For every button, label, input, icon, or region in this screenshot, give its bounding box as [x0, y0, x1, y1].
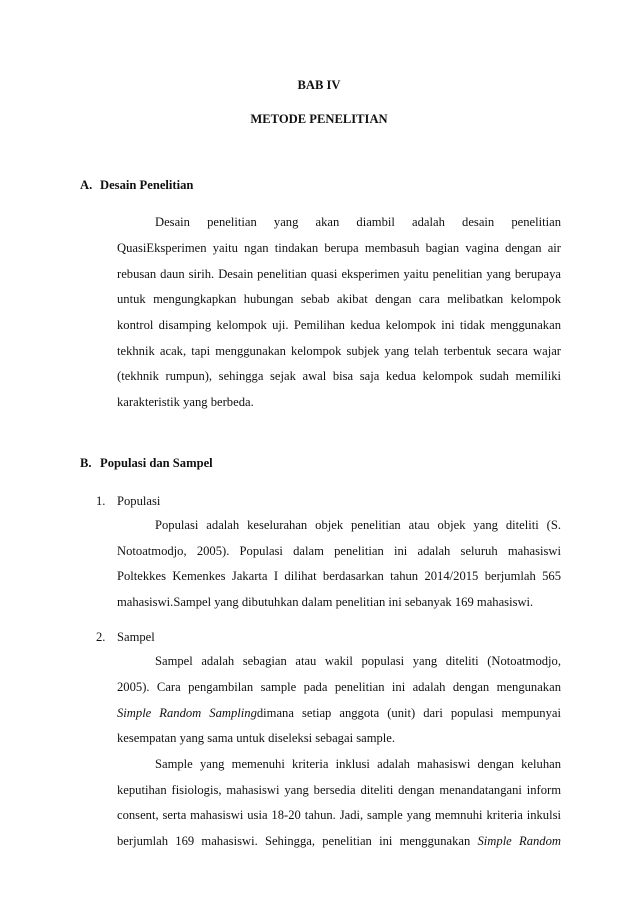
italic-term: Simple Random Sampling [117, 706, 257, 720]
subsection-populasi-title: Populasi [117, 494, 161, 508]
paragraph-line: mahasiswi.Sampel yang dibutuhkan dalam penelitian ini sebanyak 169 mahasiswi. [117, 595, 534, 609]
paragraph-line: kesempatan yang sama untuk diseleksi sebagai sample. [117, 731, 396, 745]
subsection-sampel-heading [96, 630, 155, 645]
paragraph-line: tekhnik acak, tapi menggunakan kelompok subjek yang telah terbentuk secara wajar [117, 344, 561, 358]
paragraph-line [117, 831, 561, 851]
chapter-title: BAB IV [297, 78, 341, 92]
paragraph-line: Sample yang memenuhi kriteria inklusi adalah mahasiswi dengan keluhan [155, 757, 561, 771]
section-a-number: A. [80, 178, 93, 192]
section-a-title: Desain Penelitian [100, 178, 194, 192]
section-b-number: B. [80, 456, 92, 470]
section-a-heading [80, 178, 193, 193]
paragraph-line: Sampel adalah sebagian atau wakil populasi yang diteliti (Notoatmodjo, [155, 654, 561, 668]
paragraph-line: keputihan fisiologis, mahasiswi yang bersedia diteliti dengan menandatangani inform [117, 783, 561, 797]
subsection-sampel-number: 2. [96, 630, 106, 644]
paragraph-line: kontrol disamping kelompok uji. Pemilihan kedua kelompok ini tidak menggunakan [117, 318, 561, 332]
paragraph-line: Poltekkes Kemenkes Jakarta I dilihat berdasarkan tahun 2014/2015 berjumlah 565 [117, 569, 561, 583]
subsection-populasi-number: 1. [96, 494, 106, 508]
chapter-subtitle: METODE PENELITIAN [250, 112, 388, 126]
section-b-heading [80, 456, 213, 471]
section-b-title: Populasi dan Sampel [100, 456, 213, 470]
paragraph-line: 2005). Cara pengambilan sample pada penelitian ini adalah dengan mengunakan [117, 680, 561, 694]
italic-term: Simple Random [477, 834, 561, 848]
paragraph-line: consent, serta mahasiswi usia 18-20 tahun. Jadi, sample yang memnuhi kriteria inkulsi [117, 808, 561, 822]
subsection-sampel-title: Sampel [117, 630, 155, 644]
paragraph-line [117, 703, 561, 723]
line-text: berjumlah 169 mahasiswi. Sehingga, penelitian ini menggunakan [117, 834, 471, 848]
line-text: dimana setiap anggota (unit) dari populasi mempunyai [256, 706, 561, 720]
paragraph-line: Notoatmodjo, 2005). Populasi dalam penelitian ini adalah seluruh mahasiswi [117, 544, 561, 558]
paragraph-line: Desain penelitian yang akan diambil adalah desain penelitian [155, 215, 561, 229]
subsection-populasi-heading [96, 494, 160, 509]
paragraph-line: (tekhnik rumpun), sehingga sejak awal bisa saja kedua kelompok sudah memiliki [117, 369, 561, 383]
paragraph-line: untuk mengungkapkan hubungan sebab akibat dengan cara melibatkan kelompok [117, 292, 561, 306]
paragraph-line: karakteristik yang berbeda. [117, 395, 254, 409]
paragraph-line: QuasiEksperimen yaitu ngan tindakan berupa membasuh bagian vagina dengan air [117, 241, 561, 255]
paragraph-line: Populasi adalah keselurahan objek penelitian atau objek yang diteliti (S. [155, 518, 561, 532]
paragraph-line: rebusan daun sirih. Desain penelitian quasi eksperimen yaitu penelitian yang berupaya [117, 267, 561, 281]
